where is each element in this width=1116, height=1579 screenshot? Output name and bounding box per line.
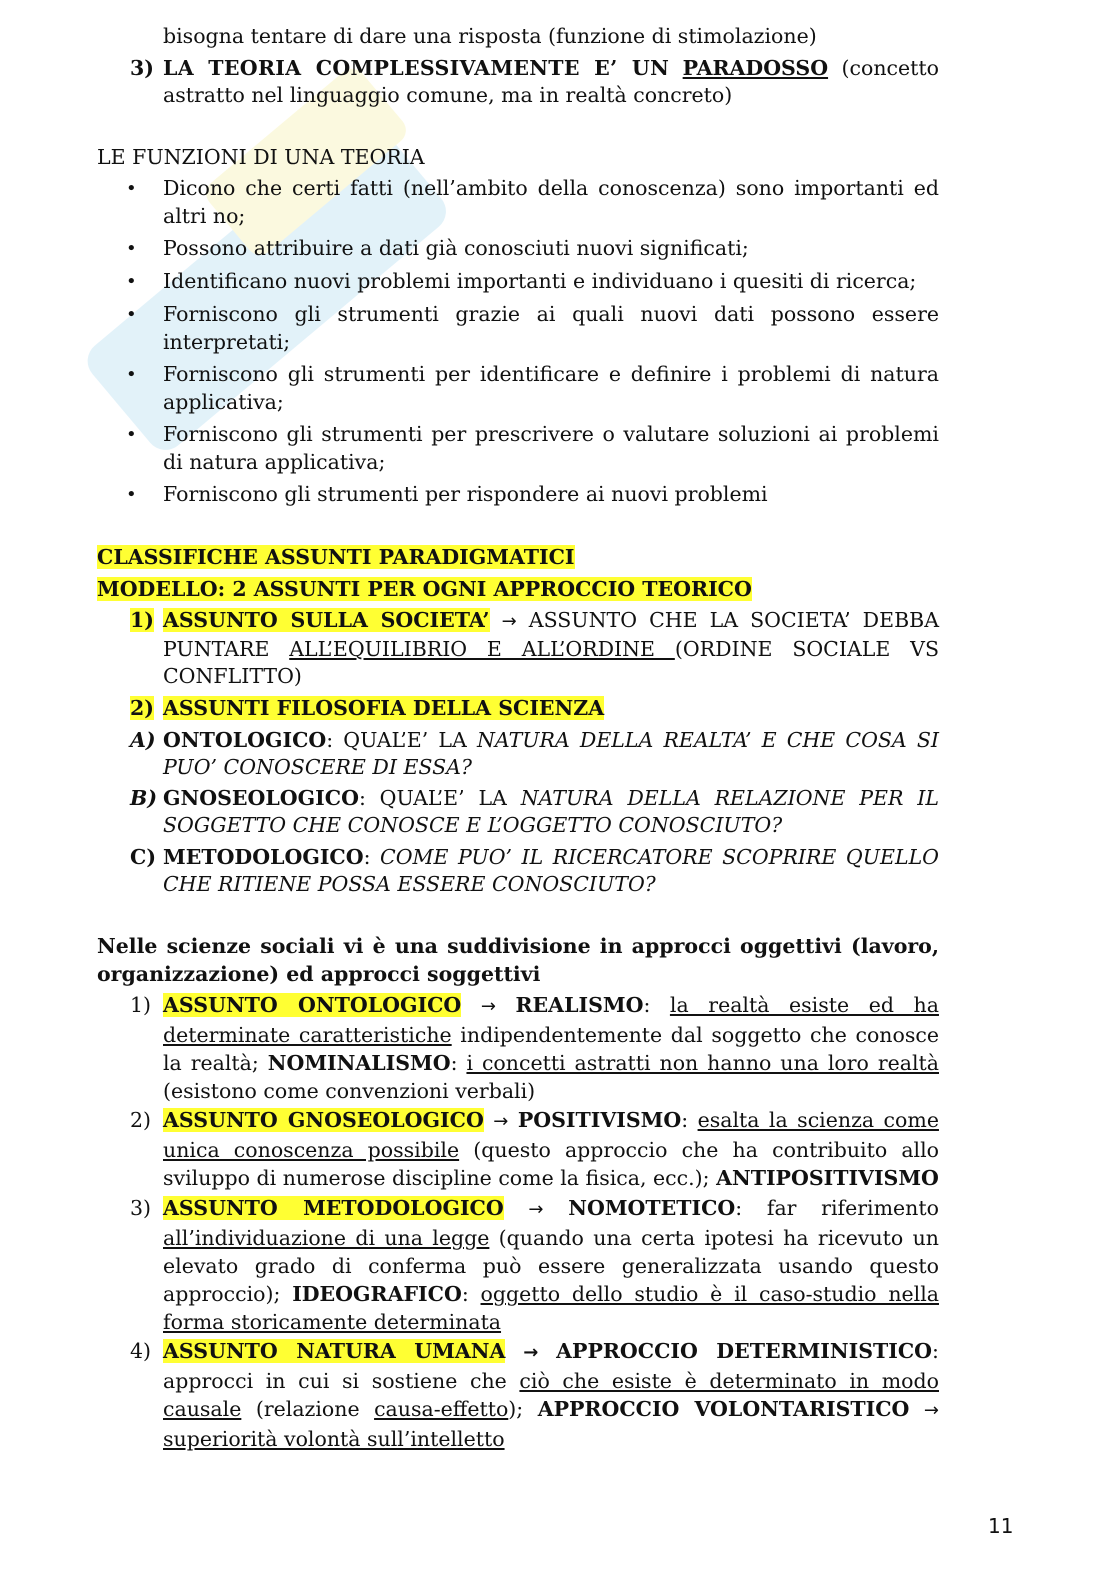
bullet-icon: • bbox=[126, 424, 137, 445]
scienze-intro-line2: organizzazione) ed approcci soggettivi bbox=[97, 962, 541, 986]
paradox-note: (concetto bbox=[828, 56, 939, 80]
text: PUNTARE bbox=[163, 637, 290, 661]
underlined-text: causa-effetto bbox=[374, 1397, 509, 1421]
underlined-text: la realtà esiste ed ha determinate caratteristiche bbox=[163, 993, 939, 1047]
assunto-label: ASSUNTO GNOSEOLOGICO bbox=[163, 1108, 484, 1132]
term-bold: REALISMO bbox=[515, 993, 644, 1017]
assunto-label: ASSUNTO SULLA SOCIETA’ bbox=[163, 608, 490, 632]
assunto-societa-line3: CONFLITTO) bbox=[163, 664, 302, 688]
text: (ORDINE SOCIALE VS bbox=[674, 637, 939, 661]
item-number: 4) bbox=[130, 1339, 152, 1363]
item-number: 3) bbox=[130, 1196, 152, 1220]
scienze-intro: Nelle scienze sociali vi è una suddivisione in approcci oggettivi (lavoro, bbox=[97, 934, 939, 958]
assunto-natura-umana: ASSUNTO NATURA UMANA → APPROCCIO DETERMINISTICO: approcci in cui si sostiene che ciò che esiste è determinato in modo causale (relazione causa-effetto); APPROCCIO VOLONTARISTICO → superiorità volontà sull’intelletto bbox=[163, 1339, 939, 1451]
ontologico-item bbox=[163, 726, 939, 754]
term-bold: METODOLOGICO bbox=[163, 845, 364, 869]
assunto-gnoseologico: ASSUNTO GNOSEOLOGICO → POSITIVISMO: esalta la scienza come unica conoscenza possibile (questo approccio che ha contribuito allo sviluppo di numerose discipline come la fisica, ecc.); ANTIPOSITIVISMO bbox=[163, 1108, 939, 1190]
bullet-icon: • bbox=[126, 364, 137, 385]
list-item: Forniscono gli strumenti per prescrivere o valutare soluzioni ai problemi di natura applicativa; bbox=[163, 422, 939, 474]
arrow-right-icon: → bbox=[528, 1199, 544, 1220]
text: (questo approccio che ha contribuito allo sviluppo di numerose discipline come la fisica, ecc.); bbox=[163, 1138, 939, 1190]
term-bold: ANTIPOSITIVISMO bbox=[716, 1166, 939, 1190]
text: (esistono come convenzioni verbali) bbox=[163, 1079, 536, 1103]
term-bold: GNOSEOLOGICO bbox=[163, 786, 359, 810]
arrow-right-icon: → bbox=[493, 1111, 509, 1132]
text: (relazione bbox=[241, 1397, 375, 1421]
list-item: Possono attribuire a dati già conosciuti nuovi significati; bbox=[163, 236, 749, 260]
text: : far riferimento bbox=[735, 1196, 939, 1220]
text: (quando una certa ipotesi ha ricevuto un elevato grado di conferma può essere generalizzata usando questo approccio); bbox=[163, 1226, 939, 1306]
list-item: Dicono che certi fatti (nell’ambito della conoscenza) sono importanti ed altri no; bbox=[163, 176, 939, 228]
sub-label: C) bbox=[130, 845, 157, 869]
paradox-keyword: PARADOSSO bbox=[682, 56, 829, 80]
text: : QUAL’E’ LA bbox=[358, 786, 521, 810]
heading-highlight: MODELLO: 2 ASSUNTI PER OGNI APPROCCIO TEORICO bbox=[97, 577, 752, 601]
arrow-right-icon: → bbox=[523, 1342, 539, 1363]
underlined-text: oggetto dello studio è il caso-studio nella forma storicamente determinata bbox=[163, 1282, 939, 1334]
sub-label: A) bbox=[130, 728, 156, 752]
arrow-right-icon: → bbox=[923, 1400, 939, 1421]
list-item: Forniscono gli strumenti per rispondere ai nuovi problemi bbox=[163, 482, 768, 506]
term-bold: NOMINALISMO bbox=[267, 1051, 451, 1075]
assunto-societa bbox=[163, 606, 939, 636]
assunto-ontologico: ASSUNTO ONTOLOGICO → REALISMO: la realtà esiste ed ha determinate caratteristiche indipendentemente dal soggetto che conosce la realtà; NOMINALISMO: i concetti astratti non hanno una loro realtà (esistono come convenzioni verbali) bbox=[163, 993, 939, 1103]
term-bold: NOMOTETICO bbox=[568, 1196, 736, 1220]
highlight-heading bbox=[97, 543, 939, 571]
term-bold: APPROCCIO DETERMINISTICO bbox=[556, 1339, 933, 1363]
bullet-icon: • bbox=[126, 271, 137, 292]
ontologico-line2: PUO’ CONOSCERE DI ESSA? bbox=[163, 755, 472, 779]
heading-highlight: CLASSIFICHE ASSUNTI PARADIGMATICI bbox=[97, 545, 575, 569]
number-highlight: 2) bbox=[130, 696, 154, 720]
intro-line: bisogna tentare di dare una risposta (funzione di stimolazione) bbox=[163, 24, 817, 48]
text: approcci in cui si sostiene che bbox=[163, 1369, 520, 1393]
paradox-item bbox=[163, 54, 939, 82]
arrow-right-icon: → bbox=[480, 996, 496, 1017]
bullet-icon: • bbox=[126, 484, 137, 505]
assunto-metodologico: ASSUNTO METODOLOGICO → NOMOTETICO: far riferimento all’individuazione di una legge (quando una certa ipotesi ha ricevuto un elevato grado di conferma può essere generalizzata usando questo approccio); IDEOGRAFICO: oggetto dello studio è il caso-studio nella forma storicamente determinata bbox=[163, 1196, 939, 1334]
gnoseologico-line2: SOGGETTO CHE CONOSCE E L’OGGETTO CONOSCIUTO? bbox=[163, 813, 783, 837]
underlined-text: i concetti astratti non hanno una loro realtà bbox=[466, 1051, 939, 1075]
arrow-right-icon: → bbox=[501, 611, 517, 632]
number-highlight: 1) bbox=[130, 608, 154, 632]
underlined-text: ALL’EQUILIBRIO E ALL’ORDINE bbox=[289, 637, 675, 661]
item-number bbox=[130, 606, 154, 634]
italic-text: NATURA DELLA REALTA’ E CHE COSA SI bbox=[476, 728, 940, 752]
underlined-text: superiorità volontà sull’intelletto bbox=[163, 1427, 505, 1451]
item-number bbox=[130, 694, 154, 722]
assunto-text: ASSUNTO CHE LA SOCIETA’ DEBBA bbox=[516, 608, 940, 632]
text: : bbox=[363, 845, 381, 869]
page-number: 11 bbox=[988, 1514, 1014, 1538]
term-bold: POSITIVISMO bbox=[517, 1108, 682, 1132]
paradox-item-line2: astratto nel linguaggio comune, ma in realtà concreto) bbox=[163, 83, 733, 107]
underlined-text: esalta la scienza come unica conoscenza possibile bbox=[163, 1108, 939, 1162]
highlight-heading bbox=[97, 575, 939, 603]
list-item: Forniscono gli strumenti grazie ai quali nuovi dati possono essere interpretati; bbox=[163, 302, 939, 354]
assunto-label: ASSUNTO METODOLOGICO bbox=[163, 1196, 504, 1220]
bullet-icon: • bbox=[126, 238, 137, 259]
italic-text: NATURA DELLA RELAZIONE PER IL bbox=[520, 786, 939, 810]
italic-text: COME PUO’ IL RICERCATORE SCOPRIRE QUELLO bbox=[380, 845, 939, 869]
section-heading: LE FUNZIONI DI UNA TEORIA bbox=[97, 145, 425, 169]
text: indipendentemente dal soggetto che conosce la realtà; bbox=[163, 1023, 939, 1075]
bullet-icon: • bbox=[126, 178, 137, 199]
assunto-societa-line2 bbox=[163, 635, 939, 663]
metodologico-item bbox=[163, 843, 939, 871]
term-bold: APPROCCIO VOLONTARISTICO bbox=[537, 1397, 910, 1421]
list-item: Identificano nuovi problemi importanti e individuano i quesiti di ricerca; bbox=[163, 269, 917, 293]
sub-label: B) bbox=[130, 786, 158, 810]
text: ); bbox=[508, 1397, 538, 1421]
assunto-label: ASSUNTI FILOSOFIA DELLA SCIENZA bbox=[163, 696, 605, 720]
underlined-text: ciò che esiste è determinato in modo causale bbox=[163, 1369, 939, 1421]
item-number: 1) bbox=[130, 993, 152, 1017]
assunti-filosofia bbox=[163, 694, 939, 722]
paradox-bold: LA TEORIA COMPLESSIVAMENTE E’ UN bbox=[163, 56, 670, 80]
metodologico-line2: CHE RITIENE POSSA ESSERE CONOSCIUTO? bbox=[163, 872, 656, 896]
assunto-label: ASSUNTO NATURA UMANA bbox=[163, 1339, 506, 1363]
assunto-label: ASSUNTO ONTOLOGICO bbox=[163, 993, 462, 1017]
text: : QUAL’E’ LA bbox=[326, 728, 477, 752]
underlined-text: all’individuazione di una legge bbox=[163, 1226, 490, 1250]
gnoseologico-item bbox=[163, 784, 939, 812]
list-item: Forniscono gli strumenti per identificare e definire i problemi di natura applicativa; bbox=[163, 362, 939, 414]
term-bold: IDEOGRAFICO bbox=[292, 1282, 462, 1306]
term-bold: ONTOLOGICO bbox=[163, 728, 327, 752]
item-number: 2) bbox=[130, 1108, 152, 1132]
bullet-icon: • bbox=[126, 304, 137, 325]
item-number: 3) bbox=[130, 56, 154, 80]
